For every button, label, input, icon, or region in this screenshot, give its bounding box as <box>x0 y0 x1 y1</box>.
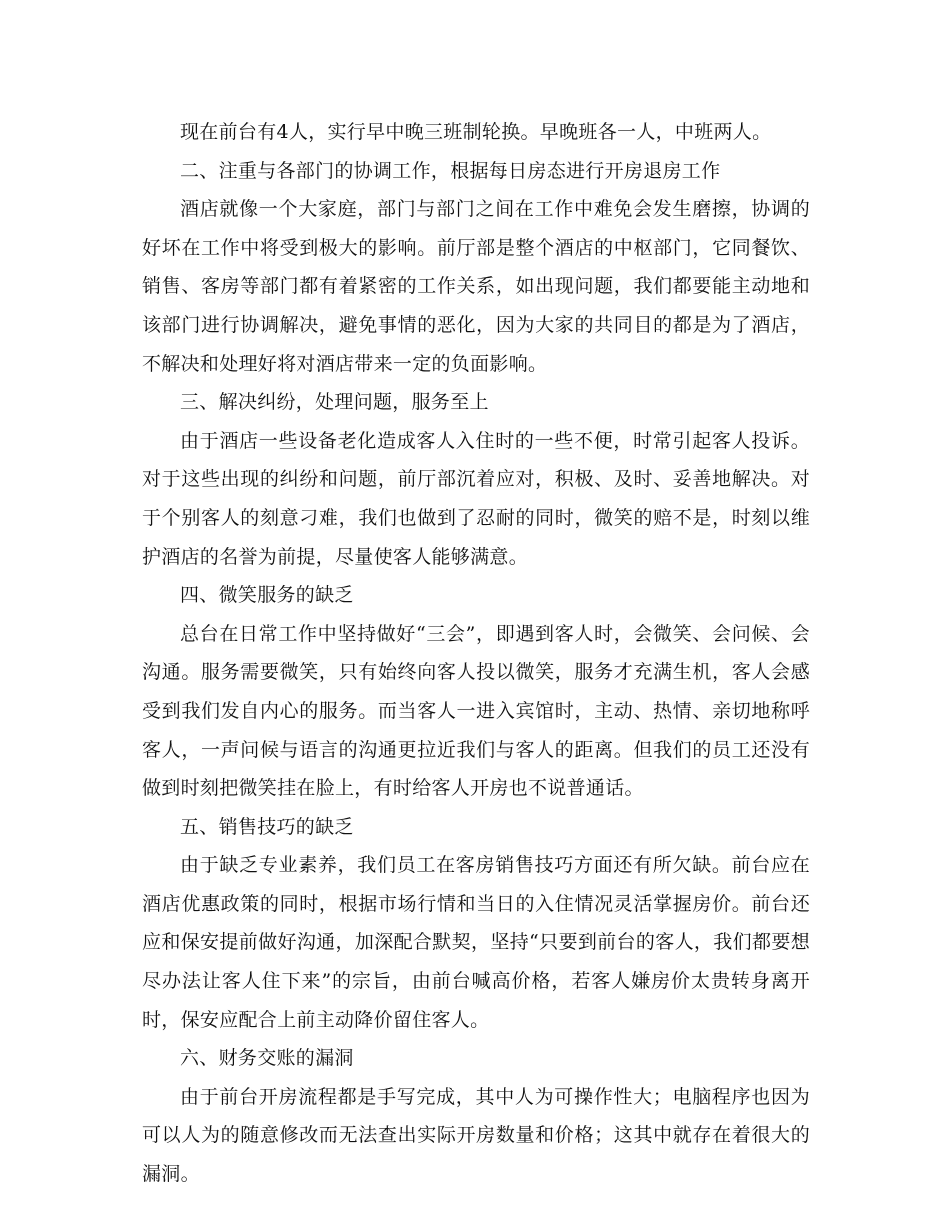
paragraph-sales-skills: 由于缺乏专业素养，我们员工在客房销售技巧方面还有所欠缺。前台应在酒店优惠政策的同时，根据市场行情和当日的入住情况灵活掌握房价。前台还应和保安提前做好沟通，加深配合默契，坚持“只要到前台的客人，我们都要想尽办法让客人住下来”的宗旨，由前台喊高价格，若客人嫌房价太贵转身离开时，保安应配合上前主动降价留住客人。 <box>142 854 810 1031</box>
section-heading-disputes: 三、解决纠纷，处理问题，服务至上 <box>180 391 489 414</box>
section-heading-smile-service: 四、微笑服务的缺乏 <box>180 584 354 607</box>
document-body <box>142 113 810 1194</box>
section-heading-sales-skills: 五、销售技巧的缺乏 <box>180 815 354 838</box>
section-heading-coordination: 二、注重与各部门的协调工作，根据每日房态进行开房退房工作 <box>180 159 721 182</box>
paragraph-disputes: 由于酒店一些设备老化造成客人入住时的一些不便，时常引起客人投诉。对于这些出现的纠纷和问题，前厅部沉着应对，积极、及时、妥善地解决。对于个别客人的刻意刁难，我们也做到了忍耐的同时，微笑的赔不是，时刻以维护酒店的名誉为前提，尽量使客人能够满意。 <box>142 429 810 568</box>
paragraph-front-desk-staffing: 现在前台有4人，实行早中晚三班制轮换。早晚班各一人，中班两人。 <box>180 121 772 143</box>
section-heading-finance: 六、财务交账的漏洞 <box>180 1047 354 1070</box>
paragraph-finance: 由于前台开房流程都是手写完成，其中人为可操作性大；电脑程序也因为可以人为的随意修改而无法查出实际开房数量和价格；这其中就存在着很大的漏洞。 <box>142 1085 810 1186</box>
paragraph-coordination: 酒店就像一个大家庭，部门与部门之间在工作中难免会发生磨擦，协调的好坏在工作中将受到极大的影响。前厅部是整个酒店的中枢部门，它同餐饮、销售、客房等部门都有着紧密的工作关系，如出现问题，我们都要能主动地和该部门进行协调解决，避免事情的恶化，因为大家的共同目的都是为了酒店，不解决和处理好将对酒店带来一定的负面影响。 <box>142 198 810 375</box>
paragraph-smile-service: 总台在日常工作中坚持做好“三会”，即遇到客人时，会微笑、会问候、会沟通。服务需要微笑，只有始终向客人投以微笑，服务才充满生机，客人会感受到我们发自内心的服务。而当客人一进入宾馆时，主动、热情、亲切地称呼客人，一声问候与语言的沟通更拉近我们与客人的距离。但我们的员工还没有做到时刻把微笑挂在脸上，有时给客人开房也不说普通话。 <box>142 622 810 800</box>
